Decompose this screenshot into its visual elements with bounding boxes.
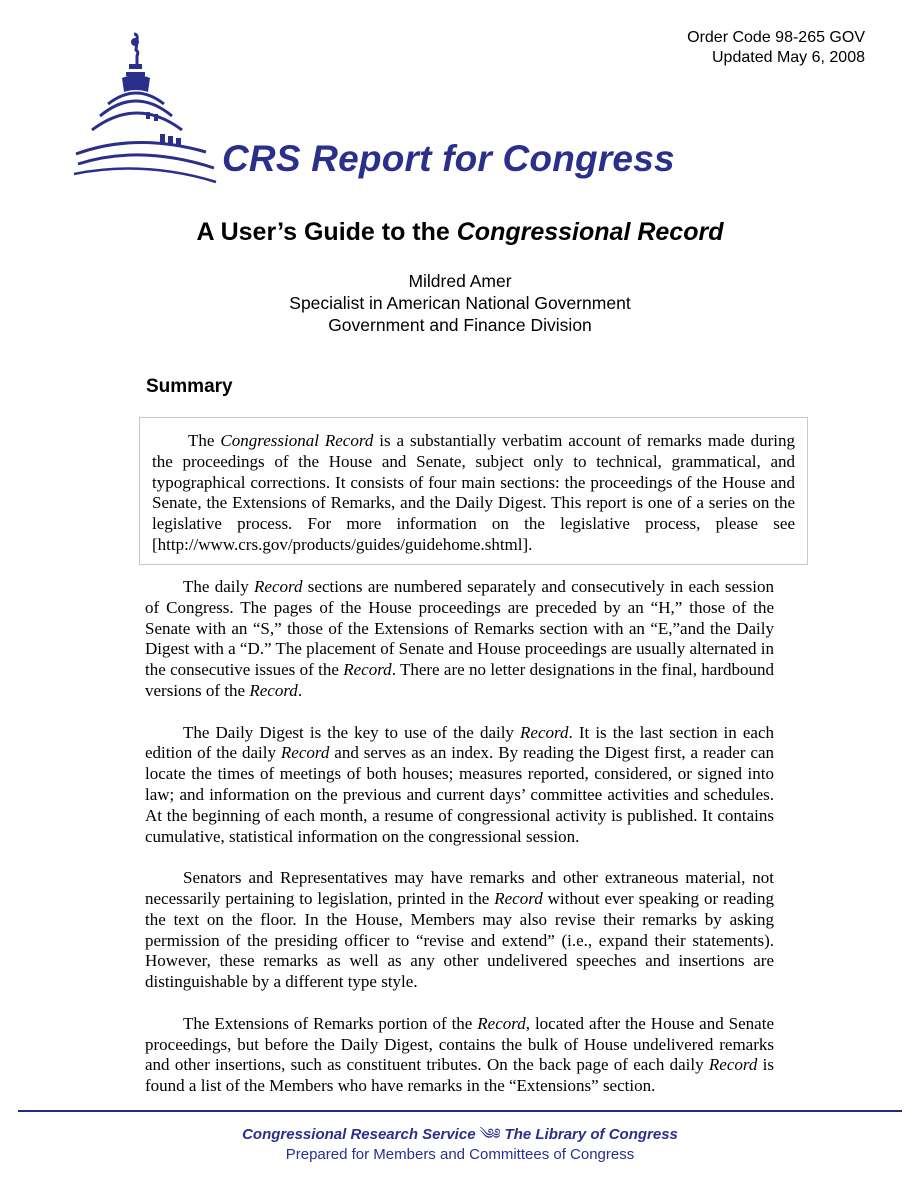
text-run: is a substantially verbatim account of remarks made during the proceedings of the House and Senate, subject only to technical, grammatical, and typographical corrections. It consists of four main sections: the proceedings of the House and Senate, the Extensions of Remarks, and the Daily Digest. This report is one of a series on the legislative process. For more information on the legislative process, please see [http://www.crs.gov/products/guides/guidehome.shtml].	[152, 431, 795, 554]
text-run-italic: Record	[280, 743, 330, 763]
text-run: and serves as an index. By reading the Digest first, a reader can locate the times of meetings of both houses; measures reported, considered, or signed into law; and information on the previous and current days’ committee activities and schedules. At the beginning of each month, a resume of congressional activity is published. It contains cumulative, statistical information on the congressional session.	[145, 743, 774, 846]
text-run: is found a list of the Members who have remarks in the “Extensions” section.	[145, 1055, 774, 1096]
text-run: The Daily Digest is the key to use of the daily	[183, 722, 521, 742]
footer-line-2: Prepared for Members and Committees of Congress	[285, 1146, 635, 1163]
footer-left: Congressional Research Service	[242, 1126, 476, 1143]
brand-title: CRS Report for Congress	[222, 138, 675, 179]
footer	[0, 1125, 920, 1164]
author-name: Mildred Amer	[408, 271, 512, 291]
footer-right: The Library of Congress	[504, 1126, 678, 1143]
author-division: Government and Finance Division	[328, 315, 592, 335]
text-run: Senators and Representatives may have remarks and other extraneous material, not necessarily pertaining to legislation, printed in the	[145, 868, 774, 908]
text-run-italic: Record	[494, 888, 543, 908]
footer-line-1	[0, 1125, 920, 1145]
summary-heading: Summary	[146, 376, 233, 397]
footer-rule	[18, 1110, 902, 1112]
document-title-prefix: A User’s Guide to the	[196, 218, 457, 246]
text-run: without ever speaking or reading the text on the floor. In the House, Members may also revise their remarks by asking permission of the presiding officer to “revise and extend” (i.e., expand their statements). However, these remarks as well as any other undelivered speeches and insertions are distinguishable by a different type style.	[145, 888, 774, 992]
document-title-italic: Congressional Record	[456, 218, 724, 246]
body-paragraph-2	[145, 723, 774, 848]
capitol-dome-icon	[72, 28, 222, 188]
text-run: The	[188, 431, 221, 450]
text-run: . There are no letter designations in the final, hardbound versions of the	[145, 660, 774, 700]
text-run: . It is the last section in each edition of the daily	[145, 722, 774, 763]
order-code-block	[687, 28, 865, 68]
summary-paragraph	[152, 431, 795, 556]
text-run-italic: Record	[708, 1055, 758, 1075]
author-role: Specialist in American National Government	[289, 293, 631, 313]
updated-date: Updated May 6, 2008	[712, 49, 865, 66]
text-run: The Extensions of Remarks portion of the	[183, 1013, 478, 1033]
body-text	[145, 577, 774, 1097]
text-run: sections are numbered separately and consecutively in each session of Congress. The pages of the House proceedings are preceded by an “H,” those of the Senate with an “S,” those of the Extensions of Remarks section with an “E,”and the Daily Digest with a “D.” The placement of Senate and House proceedings are usually alternated in the consecutive issues of the	[145, 577, 775, 680]
body-paragraph-3	[145, 868, 774, 993]
text-run-italic: Record	[520, 722, 569, 742]
text-run-italic: Record	[477, 1013, 526, 1033]
document-title	[0, 218, 920, 247]
text-run-italic: Congressional Record	[220, 431, 374, 450]
scroll-ornament-icon: ༄༅	[479, 1126, 501, 1143]
text-run-italic: Record	[343, 660, 392, 680]
text-run-italic: Record	[249, 680, 298, 700]
text-run: The daily	[183, 577, 255, 596]
body-paragraph-4	[145, 1014, 774, 1097]
summary-box	[139, 417, 808, 565]
text-run: .	[297, 680, 303, 700]
text-run: , located after the House and Senate proceedings, but before the Daily Digest, contains the bulk of House undelivered remarks and other insertions, such as constituent tributes. On the back page of each daily	[145, 1013, 774, 1075]
author-block	[0, 270, 920, 336]
order-code: Order Code 98-265 GOV	[687, 29, 865, 46]
text-run-italic: Record	[254, 577, 303, 596]
body-paragraph-1	[145, 577, 774, 702]
